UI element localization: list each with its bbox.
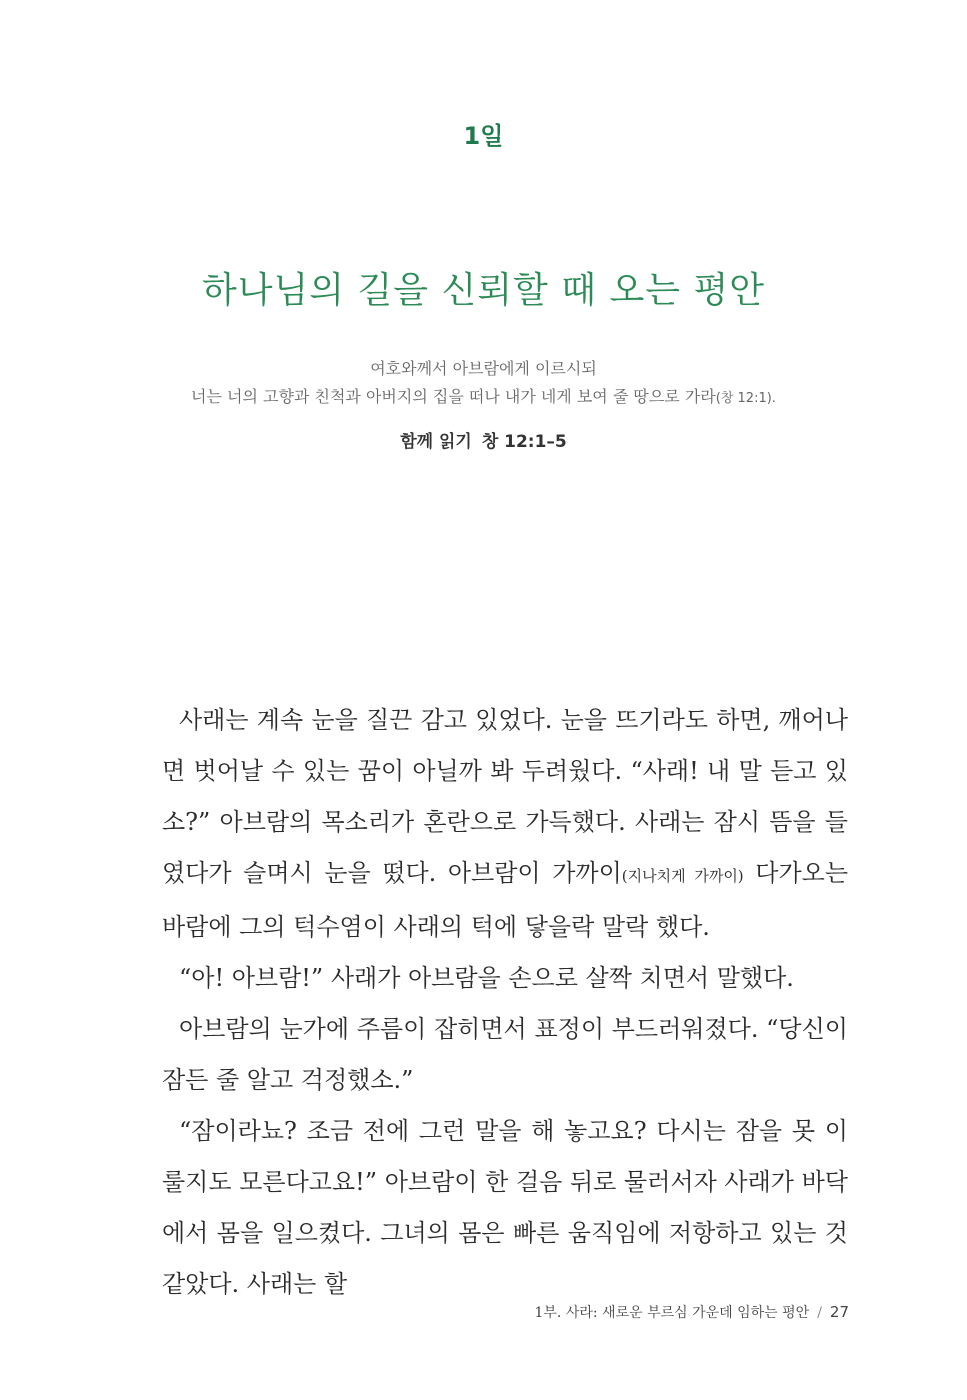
paragraph-text: 사래는 계속 눈을 질끈 감고 있었다. 눈을 뜨기라도 하면, 깨어나면 벗어날 수 있는 꿈이 아닐까 봐 두려웠다. “사래! 내 말 듣고 있소?” 아브람의 목소리가 혼란으로 가득했다. 사래는 잠시 뜸을 들였다가 슬며시 눈을 떴다. 아브람이 가까이	[162, 706, 848, 887]
paragraph	[162, 695, 848, 953]
footer-section-title: 1부. 사라: 새로운 부르심 가운데 임하는 평안	[534, 1305, 810, 1321]
reading-label: 함께 읽기	[400, 432, 472, 452]
paragraph: “아! 아브람!” 사래가 아브람을 손으로 살짝 치면서 말했다.	[179, 964, 794, 992]
key-verse-reference: (창 12:1).	[715, 391, 776, 406]
reading-passage: 창 12:1–5	[481, 432, 567, 452]
reading-assignment	[0, 427, 967, 452]
paragraph: 아브람의 눈가에 주름이 잡히면서 표정이 부드러워졌다. “당신이 잠든 줄 알고 걱정했소.”	[162, 1015, 848, 1094]
paragraph: “잠이라뇨? 조금 전에 그런 말을 해 놓고요? 다시는 잠을 못 이룰지도 모른다고요!” 아브람이 한 걸음 뒤로 물러서자 사래가 바닥에서 몸을 일으켰다. 그녀의 몸은 빠른 움직임에 저항하고 있는 것 같았다. 사래는 할	[162, 1117, 848, 1298]
key-verse-line-2	[0, 383, 967, 413]
day-label: 1일	[463, 122, 504, 150]
key-verse-line-2-text: 너는 너의 고향과 친척과 아버지의 집을 떠나 내가 네게 보여 줄 땅으로 가라	[191, 387, 716, 406]
paragraph-text: 다가오는 바람에 그의 턱수염이 사래의 턱에 닿을락 말락 했다.	[162, 859, 849, 941]
key-verse	[0, 355, 967, 413]
page-number: 27	[829, 1303, 849, 1321]
key-verse-line-1: 여호와께서 아브람에게 이르시되	[370, 359, 597, 378]
inline-note: (지나치게 가까이)	[621, 867, 744, 885]
footer-separator: /	[817, 1305, 822, 1321]
body-text	[162, 695, 848, 1310]
page-footer	[535, 1302, 850, 1322]
chapter-title: 하나님의 길을 신뢰할 때 오는 평안	[201, 270, 766, 311]
